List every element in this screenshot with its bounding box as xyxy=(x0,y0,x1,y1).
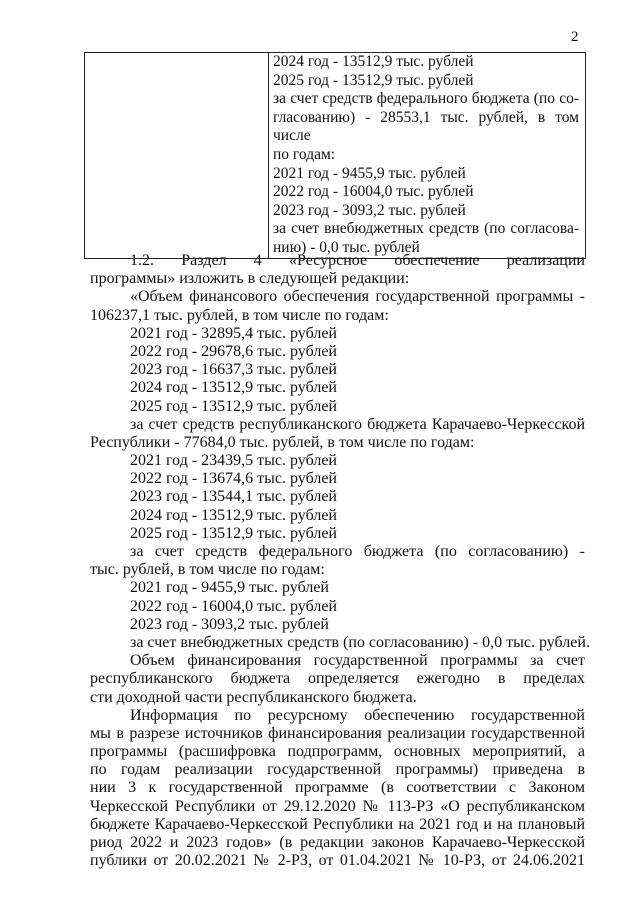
body-line: 2022 год - 29678,6 тыс. рублей xyxy=(130,342,337,360)
body-line: Черкесской Республики от 29.12.2020 № 113-РЗ «О республиканском xyxy=(90,797,585,815)
budget-table xyxy=(84,52,586,259)
body-line: за счет средств республиканского бюджета Карачаево-Черкесской xyxy=(130,415,585,433)
body-line: программы (расшифровка подпрограмм, основных мероприятий, а xyxy=(90,743,585,761)
body-line: 2021 год - 32895,4 тыс. рублей xyxy=(130,324,337,342)
body-line: за счет средств федерального бюджета (по согласованию) - xyxy=(130,543,585,560)
body-line: 2023 год - 13544,1 тыс. рублей xyxy=(130,488,337,506)
body-line: по годам реализации государственной программы) приведена в xyxy=(90,761,585,779)
body-line: сти доходной части республиканского бюджета. xyxy=(90,688,417,706)
document-body xyxy=(90,252,590,870)
table-line: по годам: xyxy=(273,145,336,163)
body-line: 2023 год - 3093,2 тыс. рублей xyxy=(130,615,329,633)
body-line: публики от 20.02.2021 № 2-РЗ, от 01.04.2021 № 10-РЗ, от 24.06.2021 xyxy=(90,852,585,870)
body-line: нии 3 к государственной программе (в соответствии с Законом xyxy=(90,779,585,797)
table-content-cell xyxy=(269,53,586,259)
body-line: 2024 год - 13512,9 тыс. рублей xyxy=(130,506,337,524)
page-number: 2 xyxy=(571,29,579,45)
table-line: 2021 год - 9455,9 тыс. рублей xyxy=(273,164,466,182)
body-line: 2025 год - 13512,9 тыс. рублей xyxy=(130,524,337,542)
table-line: 2022 год - 16004,0 тыс. рублей xyxy=(273,183,474,201)
table-line: 2023 год - 3093,2 тыс. рублей xyxy=(273,201,466,219)
body-line: Информация по ресурсному обеспечению государственной xyxy=(130,706,585,724)
body-line: 2024 год - 13512,9 тыс. рублей xyxy=(130,379,337,397)
body-line: 2022 год - 16004,0 тыс. рублей xyxy=(130,597,337,615)
body-line: программы» изложить в следующей редакции: xyxy=(90,270,410,288)
table-line: нию) - 0,0 тыс. рублей xyxy=(273,238,420,256)
body-line: тыс. рублей, в том числе по годам: xyxy=(90,561,325,579)
body-line: 106237,1 тыс. рублей, в том числе по годам: xyxy=(90,306,389,324)
body-line: за счет внебюджетных средств (по согласованию) - 0,0 тыс. рублей. xyxy=(130,633,590,651)
body-line: республиканского бюджета определяется ежегодно в пределах xyxy=(90,670,585,688)
table-line: 2025 год - 13512,9 тыс. рублей xyxy=(273,71,474,89)
body-line: риод 2022 и 2023 годов» (в редакции законов Карачаево-Черкесской xyxy=(90,834,585,851)
table-empty-cell xyxy=(85,53,269,259)
body-line: Объем финансирования государственной программы за счет xyxy=(130,652,585,670)
body-line: 1.2. Раздел 4 «Ресурсное обеспечение реализации xyxy=(130,252,585,269)
table-line: за счет средств федерального бюджета (по со- xyxy=(273,90,579,108)
body-line: «Объем финансового обеспечения государственной программы - xyxy=(130,288,585,306)
body-line: 2025 год - 13512,9 тыс. рублей xyxy=(130,397,337,415)
body-line: бюджете Карачаево-Черкесской Республики на 2021 год и на плановый xyxy=(90,815,585,833)
body-line: мы в разрезе источников финансирования реализации государственной xyxy=(90,724,585,742)
table-line: за счет внебюджетных средств (по согласова- xyxy=(273,220,579,238)
body-line: 2022 год - 13674,6 тыс. рублей xyxy=(130,470,337,488)
table-line: 2024 год - 13512,9 тыс. рублей xyxy=(273,53,474,70)
body-line: 2021 год - 23439,5 тыс. рублей xyxy=(130,452,337,470)
body-line: Республики - 77684,0 тыс. рублей, в том числе по годам: xyxy=(90,433,475,451)
body-line: 2021 год - 9455,9 тыс. рублей xyxy=(130,579,329,597)
table-row xyxy=(85,53,586,259)
table-line: гласованию) - 28553,1 тыс. рублей, в том числе xyxy=(273,108,579,145)
body-line: 2023 год - 16637,3 тыс. рублей xyxy=(130,361,337,379)
